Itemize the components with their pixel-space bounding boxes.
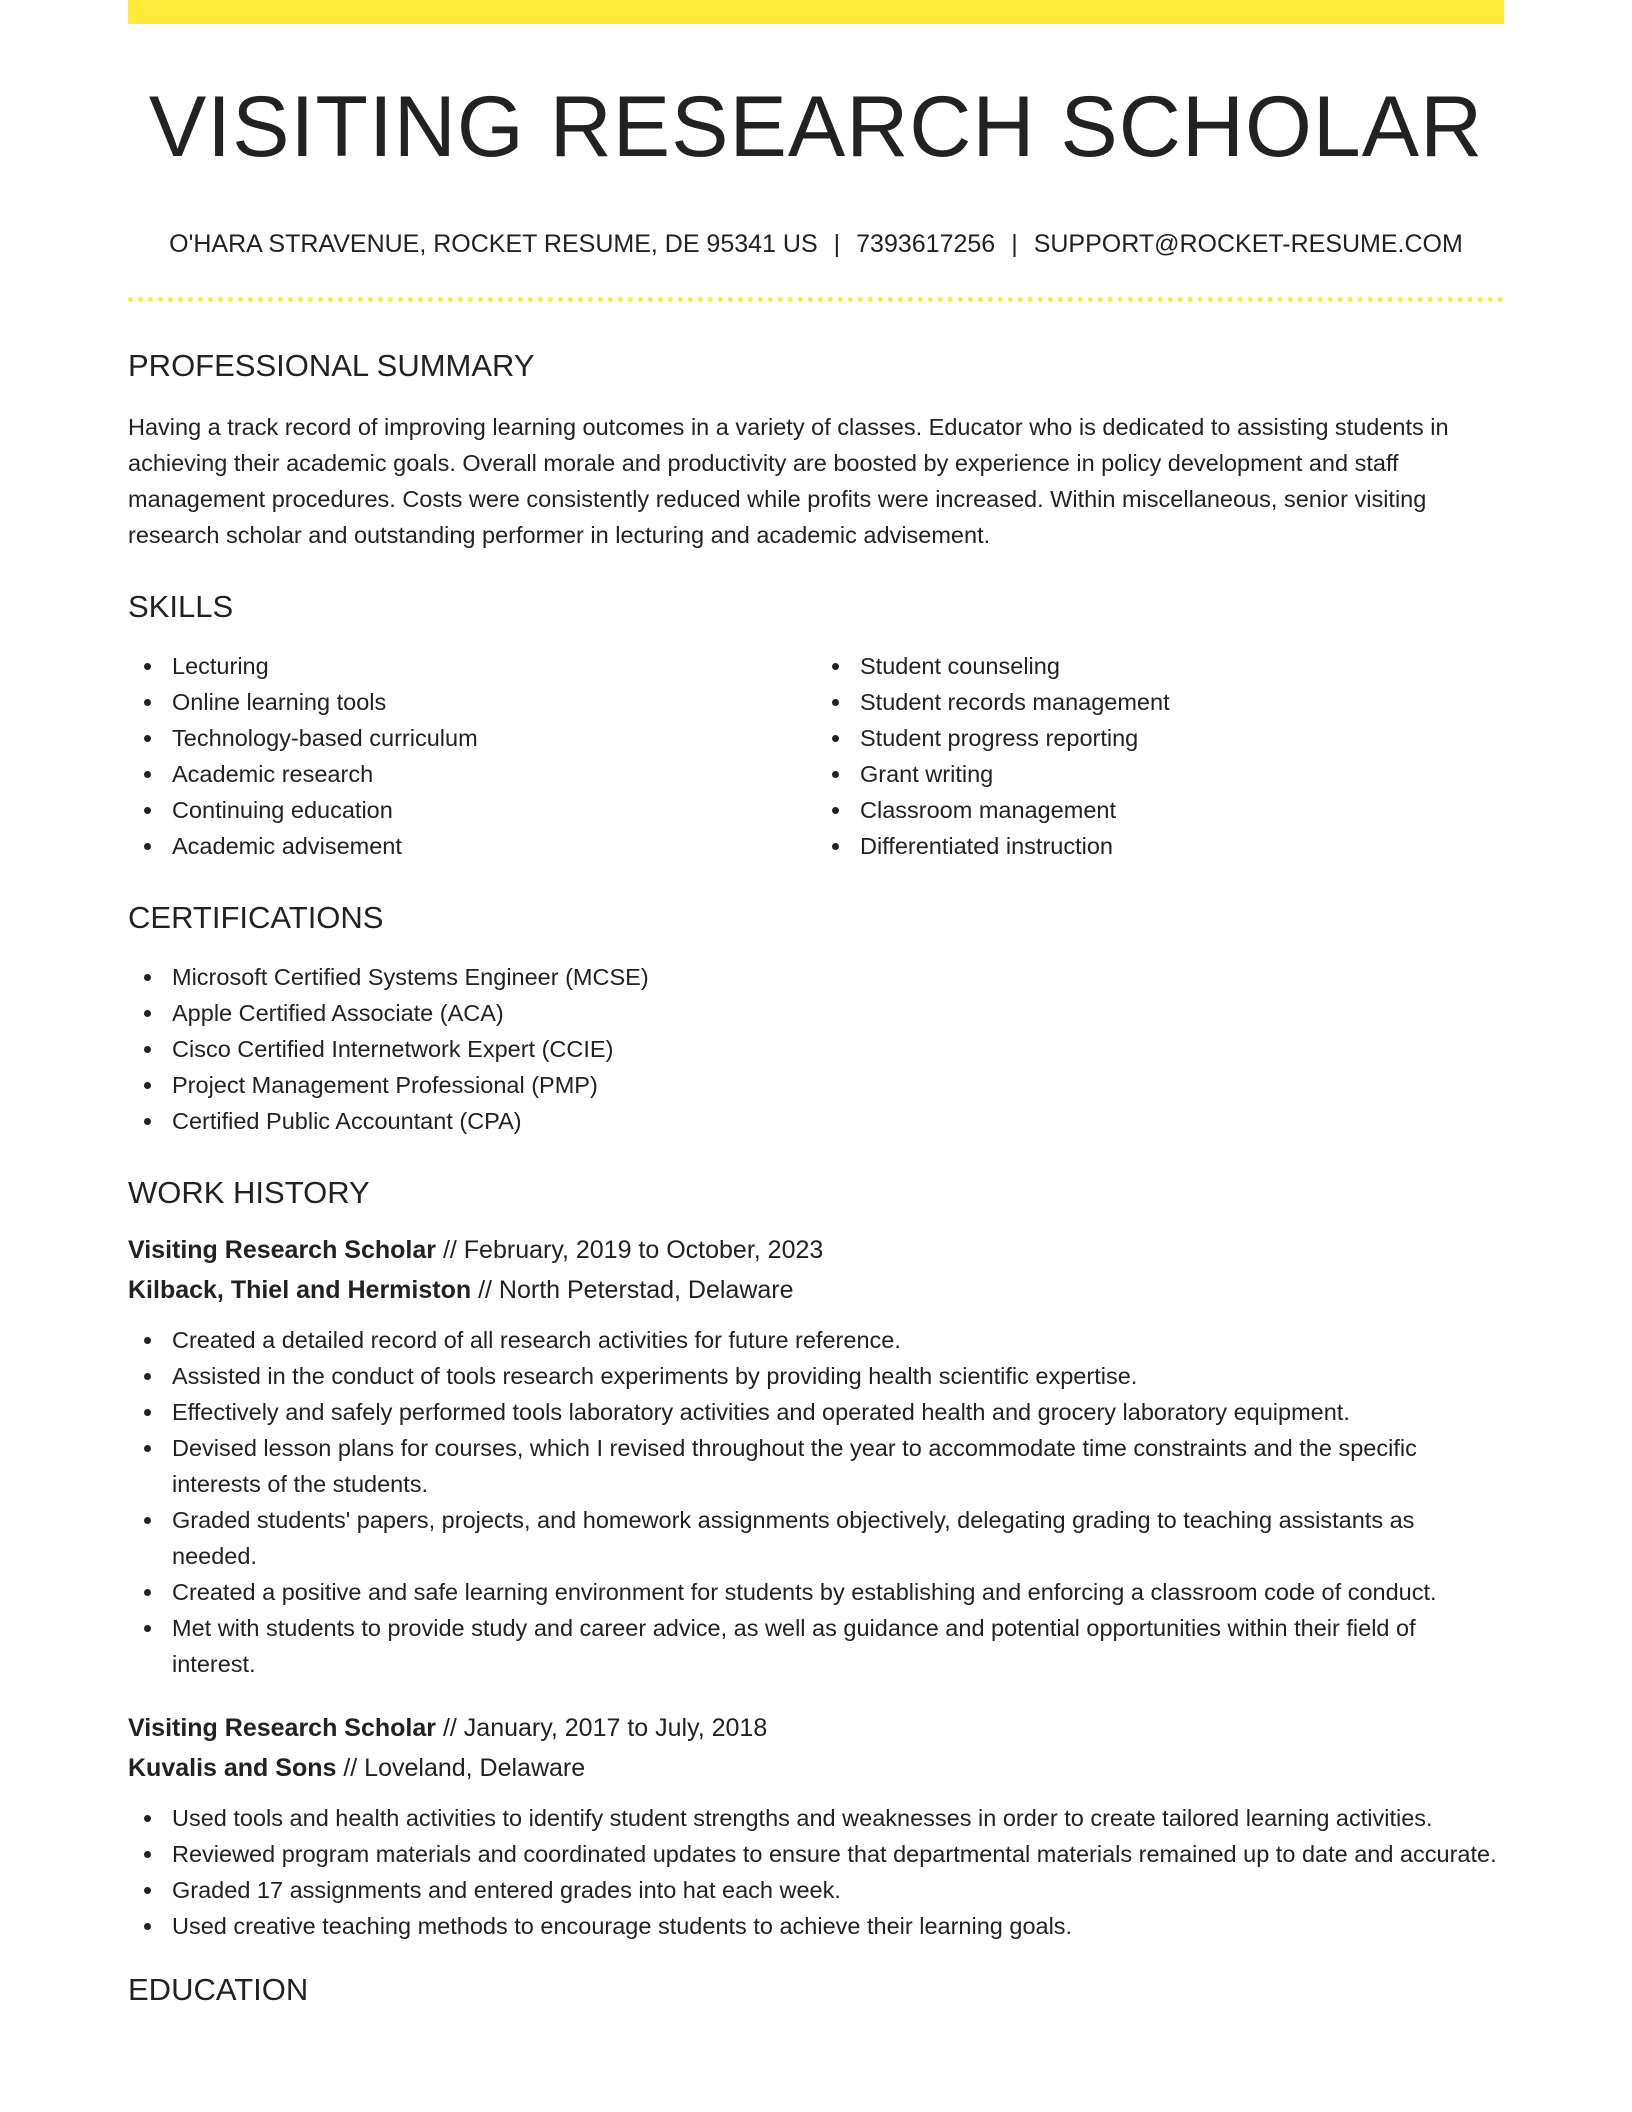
- certification-item: Microsoft Certified Systems Engineer (MCSE): [128, 959, 1504, 995]
- job-entry: [128, 1230, 1504, 1682]
- job-dates: // January, 2017 to July, 2018: [442, 1714, 768, 1742]
- skill-item: Student progress reporting: [816, 720, 1504, 756]
- contact-separator: |: [833, 230, 841, 258]
- summary-text: Having a track record of improving learning outcomes in a variety of classes. Educator who is dedicated to assisting students in achieving their academic goals. Overall morale and productivity are boosted by experience in policy development and staff management procedures. Costs were consistently reduced while profits were increased. Within miscellaneous, senior visiting research scholar and outstanding performer in lecturing and academic advisement.: [128, 414, 1449, 548]
- skills-right-list: [816, 648, 1504, 864]
- job-company-line: [128, 1270, 1504, 1310]
- certification-item: Apple Certified Associate (ACA): [128, 995, 1504, 1031]
- job-bullet: Effectively and safely performed tools laboratory activities and operated health and grocery laboratory equipment.: [128, 1394, 1504, 1430]
- skills-columns: [128, 648, 1504, 864]
- contact-phone: 7393617256: [856, 230, 996, 258]
- job-bullet: Reviewed program materials and coordinated updates to ensure that departmental materials remained up to date and accurate.: [128, 1836, 1504, 1872]
- contact-address: O'HARA STRAVENUE, ROCKET RESUME, DE 95341 US: [169, 230, 818, 258]
- job-location: // Loveland, Delaware: [343, 1754, 586, 1782]
- skill-item: Classroom management: [816, 792, 1504, 828]
- job-title-line: [128, 1230, 1504, 1270]
- skill-item: Academic advisement: [128, 828, 816, 864]
- job-bullet: Created a positive and safe learning environment for students by establishing and enforcing a classroom code of conduct.: [128, 1574, 1504, 1610]
- job-bullet: Devised lesson plans for courses, which I revised throughout the year to accommodate time constraints and the specific interests of the students.: [128, 1430, 1504, 1502]
- work-history-heading: WORK HISTORY: [128, 1175, 370, 1210]
- skill-item: Academic research: [128, 756, 816, 792]
- job-title-line: [128, 1708, 1504, 1748]
- skills-left-list: [128, 648, 816, 864]
- job-bullet: Created a detailed record of all research activities for future reference.: [128, 1322, 1504, 1358]
- contact-separator: |: [1011, 230, 1018, 258]
- resume-page: [128, 0, 1504, 2005]
- job-dates: // February, 2019 to October, 2023: [442, 1236, 824, 1264]
- skill-item: Technology-based curriculum: [128, 720, 816, 756]
- skill-item: Student counseling: [816, 648, 1504, 684]
- job-company: Kuvalis and Sons: [128, 1754, 337, 1782]
- job-bullet: Assisted in the conduct of tools research experiments by providing health scientific expertise.: [128, 1358, 1504, 1394]
- certification-item: Project Management Professional (PMP): [128, 1067, 1504, 1103]
- job-bullet: Graded students' papers, projects, and homework assignments objectively, delegating grading to teaching assistants as needed.: [128, 1502, 1504, 1574]
- skill-item: Grant writing: [816, 756, 1504, 792]
- job-company: Kilback, Thiel and Hermiston: [128, 1276, 472, 1304]
- dotted-divider: [128, 297, 1504, 302]
- resume-title: VISITING RESEARCH SCHOLAR: [148, 79, 1484, 175]
- skill-item: Differentiated instruction: [816, 828, 1504, 864]
- summary-heading: PROFESSIONAL SUMMARY: [128, 348, 535, 383]
- skill-item: Continuing education: [128, 792, 816, 828]
- skill-item: Lecturing: [128, 648, 816, 684]
- certification-item: Certified Public Accountant (CPA): [128, 1103, 1504, 1139]
- job-title: Visiting Research Scholar: [128, 1236, 436, 1264]
- contact-email: SUPPORT@ROCKET-RESUME.COM: [1033, 230, 1463, 258]
- job-company-line: [128, 1748, 1504, 1788]
- top-accent-bar: [128, 0, 1504, 24]
- job-entry: [128, 1708, 1504, 1944]
- job-bullet: Graded 17 assignments and entered grades into hat each week.: [128, 1872, 1504, 1908]
- job-bullet: Used tools and health activities to identify student strengths and weaknesses in order to create tailored learning activities.: [128, 1800, 1504, 1836]
- certification-item: Cisco Certified Internetwork Expert (CCIE): [128, 1031, 1504, 1067]
- job-bullets: [128, 1800, 1504, 1944]
- job-bullet: Used creative teaching methods to encourage students to achieve their learning goals.: [128, 1908, 1504, 1944]
- job-location: // North Peterstad, Delaware: [478, 1276, 794, 1304]
- skills-heading: SKILLS: [128, 589, 234, 624]
- job-title: Visiting Research Scholar: [128, 1714, 436, 1742]
- contact-line: [128, 232, 1504, 257]
- job-bullets: [128, 1322, 1504, 1682]
- certifications-list: [128, 959, 1504, 1139]
- job-bullet: Met with students to provide study and career advice, as well as guidance and potential opportunities within their field of interest.: [128, 1610, 1504, 1682]
- skill-item: Online learning tools: [128, 684, 816, 720]
- skill-item: Student records management: [816, 684, 1504, 720]
- education-heading: EDUCATION: [128, 1972, 309, 2007]
- certifications-heading: CERTIFICATIONS: [128, 900, 384, 935]
